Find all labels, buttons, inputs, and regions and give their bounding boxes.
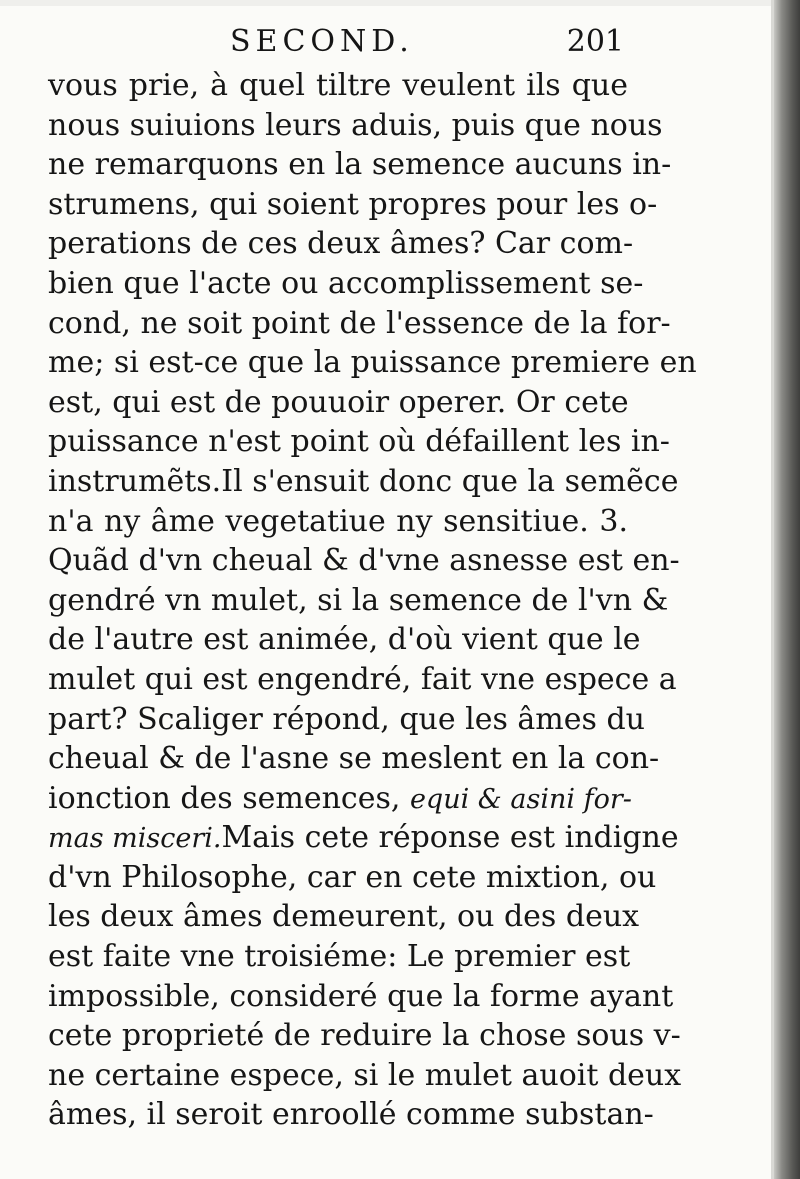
- text-line: cond, ne soit point de l'essence de la for-: [48, 305, 671, 341]
- running-head: SECOND.: [230, 24, 414, 59]
- text-line: nous suiuions leurs aduis, puis que nous: [48, 107, 663, 143]
- text-line: perations de ces deux âmes? Car com-: [48, 226, 634, 262]
- latin-quotation: mas misceri.: [48, 823, 222, 855]
- text-line: mas misceri.Mais cete réponse est indigne: [48, 820, 679, 856]
- text-line: est, qui est de pouuoir operer. Or cete: [48, 384, 629, 420]
- book-spine-shadow: [774, 0, 800, 1179]
- text-line: vous prie, à quel tiltre veulent ils que: [48, 68, 628, 103]
- text-line: gendré vn mulet, si la semence de l'vn &: [48, 582, 669, 618]
- text-line: ne certaine espece, si le mulet auoit deux: [48, 1057, 682, 1093]
- text-line: ionction des semences, equi & asini for-: [48, 780, 632, 816]
- page-header: [48, 22, 628, 62]
- page-top-edge: [0, 0, 774, 6]
- text-line: ne remarquons en la semence aucuns in-: [48, 147, 672, 183]
- text-line: Quãd d'vn cheual & d'vne asnesse est en-: [48, 543, 680, 579]
- text-line: de l'autre est animée, d'où vient que le: [48, 622, 641, 658]
- text-line: bien que l'acte ou accomplissement se-: [48, 265, 644, 301]
- text-line: cete proprieté de reduire la chose sous v-: [48, 1018, 681, 1054]
- page-number: 201: [566, 24, 624, 59]
- text-line: part? Scaliger répond, que les âmes du: [48, 701, 645, 737]
- text-line: mulet qui est engendré, fait vne espece a: [48, 661, 677, 697]
- text-line: n'a ny âme vegetatiue ny sensitiue. 3.: [48, 503, 628, 539]
- text-line: les deux âmes demeurent, ou des deux: [48, 899, 640, 935]
- text-line: impossible, consideré que la forme ayant: [48, 978, 674, 1014]
- text-line: strumens, qui soient propres pour les o-: [48, 186, 658, 222]
- text-line: est faite vne troisiéme: Le premier est: [48, 939, 631, 975]
- latin-quotation: equi & asini for-: [409, 783, 632, 815]
- text-line: me; si est-ce que la puissance premiere en: [48, 345, 697, 381]
- text-line: âmes, il seroit enroollé comme substan-: [48, 1097, 654, 1133]
- body-text: [48, 66, 697, 1135]
- text-line: puissance n'est point où défaillent les in-: [48, 424, 670, 460]
- text-line: d'vn Philosophe, car en cete mixtion, ou: [48, 859, 657, 895]
- text-line: cheual & de l'asne se meslent en la con-: [48, 741, 660, 777]
- text-line: instrumẽts.Il s'ensuit donc que la semẽce: [48, 463, 679, 499]
